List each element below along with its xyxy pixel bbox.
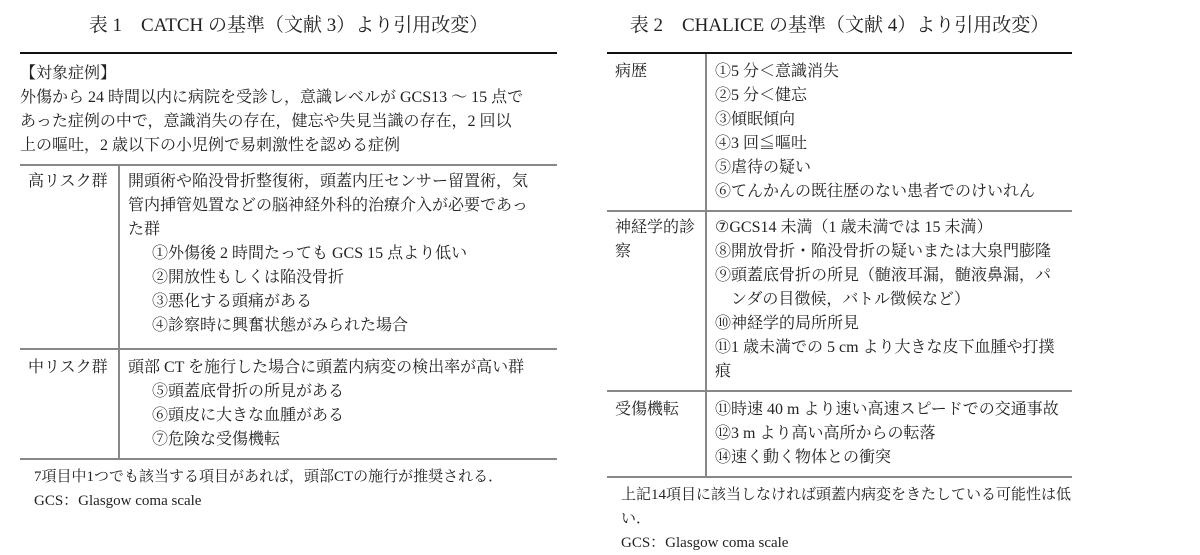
target-line: 上の嘔吐，2 歳以下の小児例で易刺激性を認める症例 — [20, 137, 401, 154]
note-line: GCS：Glasgow coma scale — [621, 535, 789, 551]
criteria-item: ⑧開放骨折・陥没骨折の疑いまたは大泉門膨隆 — [715, 243, 1052, 260]
row-label: 中リスク群 — [20, 350, 120, 458]
criteria-item: ⑤頭蓋底骨折の所見がある — [152, 383, 345, 400]
criteria-item: ⑨頭蓋底骨折の所見（髄液耳漏，髄液鼻漏，パンダの目徴候，バトル徴候など） — [715, 267, 1052, 308]
chalice-criteria-table — [607, 0, 1072, 555]
criteria-item: ⑩神経学的局所所見 — [715, 315, 860, 332]
criteria-item: ③傾眠傾向 — [715, 111, 796, 128]
row-label: 高リスク群 — [20, 166, 120, 348]
table-title: 表 1 CATCH の基準（文献 3）より引用改変） — [88, 15, 489, 36]
row-content — [707, 54, 1035, 210]
table-row-mechanism — [607, 390, 1072, 476]
row-desc: 管内挿管処置などの脳神経外科的治療介入が必要であっ — [128, 197, 528, 214]
criteria-item: ②5 分＜健忘 — [715, 87, 808, 104]
note-line: 7項目中1つでも該当する項目があれば，頭部CTの施行が推奨される． — [34, 469, 504, 485]
table-row-mid-risk — [20, 348, 557, 458]
table-notes — [607, 476, 1072, 555]
criteria-item: ②開放性もしくは陥没骨折 — [152, 269, 345, 286]
criteria-item: ⑦GCS14 未満（1 歳未満では 15 未満） — [715, 219, 993, 236]
row-label: 神経学的診察 — [607, 212, 707, 390]
criteria-item: ⑥頭皮に大きな血腫がある — [152, 407, 345, 424]
row-label: 病歴 — [607, 54, 707, 210]
table-notes — [20, 458, 557, 513]
row-label: 受傷機転 — [607, 392, 707, 476]
criteria-item: ⑥てんかんの既往歴のない患者でのけいれん — [715, 183, 1036, 200]
row-content — [707, 392, 1059, 476]
criteria-item: ⑪時速 40 m より速い高速スピードでの交通事故 — [715, 401, 1059, 418]
row-desc: 開頭術や陥没骨折整復術，頭蓋内圧センサー留置術，気 — [128, 173, 529, 190]
criteria-item: ①外傷後 2 時間たっても GCS 15 点より低い — [152, 245, 468, 262]
table-row-neuro-exam — [607, 210, 1072, 390]
target-heading: 【対象症例】 — [20, 65, 117, 82]
table-row-history — [607, 52, 1072, 210]
criteria-item: ⑪1 歳未満での 5 cm より大きな皮下血腫や打撲痕 — [715, 339, 1055, 380]
criteria-item: ④診察時に興奮状態がみられた場合 — [152, 317, 409, 334]
criteria-item: ①5 分＜意識消失 — [715, 63, 840, 80]
table-title: 表 2 CHALICE の基準（文献 4）より引用改変） — [629, 15, 1050, 36]
row-desc: た群 — [128, 221, 161, 238]
criteria-item: ⑦危険な受傷機転 — [152, 431, 281, 448]
target-section — [20, 52, 557, 164]
row-content — [120, 350, 524, 458]
table-row-high-risk — [20, 164, 557, 348]
row-content — [120, 166, 528, 348]
target-line: 外傷から 24 時間以内に病院を受診し，意識レベルが GCS13 ～ 15 点で — [20, 89, 524, 106]
row-desc: 頭部 CT を施行した場合に頭蓋内病変の検出率が高い群 — [128, 359, 525, 376]
row-content — [707, 212, 1060, 390]
note-line: 上記14項目に該当しなければ頭蓋内病変をきたしている可能性は低い． — [621, 487, 1072, 527]
criteria-item: ⑤虐待の疑い — [715, 159, 812, 176]
target-line: あった症例の中で，意識消失の存在，健忘や失見当識の存在，2 回以 — [20, 113, 512, 130]
catch-criteria-table — [20, 0, 557, 513]
criteria-item: ③悪化する頭痛がある — [152, 293, 313, 310]
criteria-item: ⑭速く動く物体との衝突 — [715, 449, 892, 466]
note-line: GCS：Glasgow coma scale — [34, 493, 202, 509]
criteria-item: ⑫3 m より高い高所からの転落 — [715, 425, 936, 442]
criteria-item: ④3 回≦嘔吐 — [715, 135, 808, 152]
